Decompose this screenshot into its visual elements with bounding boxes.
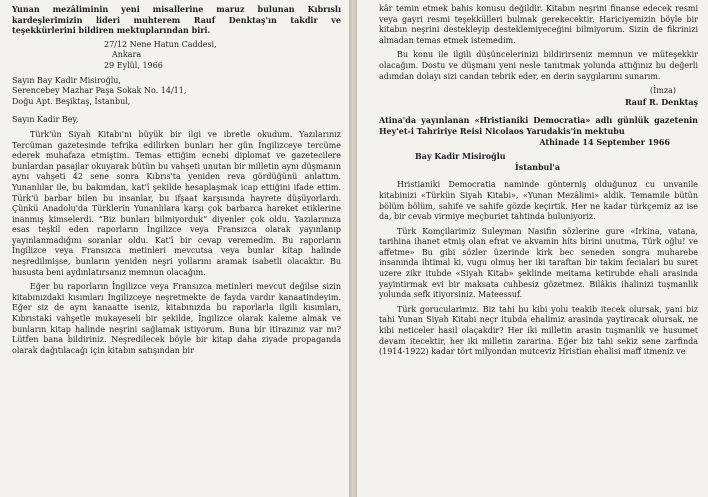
athens-paragraph-3: Türk gorucularimiz. Biz tahi bu kibi yolu teakib itecek olursak, yani biz tahi Yunan Siyah Kitabi neçr itubda ehalimiz arasinda yaytiracak olursak, ne kibi neticeler hasil olaçakdir? Her iki milletin arasin tuşmanlik ve husumet devam itecektir, her iki milletin zararina. Eğer biz tahi sekiz sene zarfinda (1914-1922) kadar tört milyondan mutceviz Hristian ehalisi maff itmeniz ve bbox=[379, 304, 698, 357]
book-gutter bbox=[349, 0, 357, 497]
athens-paragraph-1: Hristianiki Democratia naminde gönterniş olduğunuz cu unvanile kitabinizi «Türkün Siyah Kitabi», «Yunan Mezâlimi» aldik. Temamile bütün bölüm bölüm, sahife ve sahife gözde keçirtik. Her ne kadar türkçemiz az ise da, bir cevab virmiye meçburiet tahtinda buluniyoriz. bbox=[379, 180, 698, 222]
sender-city: Ankara bbox=[112, 50, 142, 60]
right-page bbox=[357, 0, 708, 497]
athens-recipient-city: İstanbul'a bbox=[515, 161, 561, 172]
letter-closing: Bu konu ile ilgili düşüncelerinizi bildirirseniz memnun ve müteşekkir olacağım. Dostu ve düşmanı yeni nesle tanıtmak yolunda attığınız bu değerli adımdan dolayı sizi candan tebrik eder, en derin saygılarımı sunarım. bbox=[379, 50, 698, 81]
letter-header: Yunan mezâliminin yeni misallerine maruz bulunan Kıbrıslı kardeşlerimizin lideri muhterem Rauf Denktaş'ın takdir ve teşekkürlerini bildiren mektuplarından biri. bbox=[12, 4, 341, 36]
recipient-name: Sayın Bay Kadir Misiroğlu, bbox=[12, 75, 121, 85]
signature-name: Rauf R. Denktaş bbox=[624, 96, 698, 107]
letter-paragraph-1: Türk'ün Siyah Kitabı'nı büyük bir ilgi ve ibretle okudum. Yazılarınız Tercüman gazetesinde tefrika edilirken bunları her gün İngilizceye tercüme ederek muhafaza etmiştim. Temas ettiğim ecnebi diplomat ve gazetecilere bunlardan pasajlar okuyarak bütün bu vahşeti unutan bir milletin aynı düşmanın aynı vahşeti 42 sene sonra Kıbrıs'ta yeniden reva gördüğünü anlattım. Yunanlılar ile, bu bakımdan, kat'î şekilde hesaplaşmak icap ettiğini ifade ettim. Türk'ü barbar bilen bu insanlar, bu ifşaat karşısında hayrete düşüyorlardı. Çünkü Anadolu'da Türklerin Yunanlılara karşı çok barbarca hareket etiklerine inanmış kimselerdi. “Biz bunları bilmiyorduk” diyenler çok oldu. Yazılarınıza esas teşkil eden raporların İngilizce veya Fransızca olarak yayınlanıp yayınlanmadığını soranlar oldu. Kat'î bir cevap veremedim. Bu raporların İngilizce veya Fransızca metinleri mevcutsa veya bunlar kitap halinde neşredilmişse, bunların yeniden neşri yollarını aramak isabetli olacaktır. Bu hususta beni aydınlatırsanız memnun olacağım. bbox=[12, 129, 341, 277]
sender-date: 29 Eylül, 1966 bbox=[104, 60, 163, 70]
athens-paragraph-2: Türk Komçilarimiz Suleyman Nasifin sözlerine gure «Irkina, vatana, tarihina ihanet etmiş olan efrat ve akvamin hits birini unutma, Türk oğlu! ve affetme» Bu gibi sözler üzerinde kirk bec seneden songra muharebe insanında ihtimal ki, vugu olmuş her iki taraftan bir takim fecialari bu suret uzere zikr itubde «Siyah Kitab» şeklinde meitama ketirubde ehali arasinda yayintirmak evi bir maksata cuhbesiz gözetmez. Bilâkis ihalinizi tuşmanlik yolunda sefk itiyorsiniz. Mateessuf. bbox=[379, 226, 698, 300]
signature-label: (İmza) bbox=[650, 86, 676, 96]
sender-address bbox=[104, 40, 341, 72]
letter-paragraph-2: Eğer bu raporların İngilizce veya Fransızca metinleri mevcut değilse sizin kitabınızdaki kısımları İngilizceye neşretmekte de fayda vardır kanaatindeyim. Eğer siz de aynı kanaatte iseniz, kitabınızda bu raporlarla ilgili kısımları, Kıbrıstaki vahşetle mukayeseli bir şekilde, İngilizce olarak kaleme almak ve bunların kitap halinde neşrini sağlamak istiyorum. Buna bir itirazınız var mı? Lütfen bana bildiriniz. Neşredilecek böyle bir kitap daha ziyade propaganda olarak dağıtılacağı için kitabın satışından bir bbox=[12, 282, 341, 355]
salutation: Sayın Kadir Bey, bbox=[12, 115, 79, 125]
athens-recipient-name: Bay Kadir Misiroğlu bbox=[415, 151, 506, 162]
sender-street: 27/12 Nene Hatun Caddesi, bbox=[104, 39, 217, 49]
letter-continuation: kâr temin etmek bahis konusu değildir. Kitabın neşrini finanse edecek resmi veya gayri resmi teşekkülleri bulmak gerekecektir. Hariciyemizin böyle bir kitabın neşrini destekleyip desteklemiyeceğini bilmiyorum. Sizin de fikrinizi almadan temas etmek istemedim. bbox=[379, 4, 698, 45]
recipient-street: Serencebey Mazhar Paşa Sokak No. 14/11, bbox=[12, 86, 187, 96]
recipient-district: Doğu Apt. Beşiktaş, İstanbul, bbox=[12, 96, 131, 106]
athens-letter-header: Atina'da yayınlanan «Hristianiki Democratia» adlı günlük gazetenin Hey'et-i Tahririye Reisi Nicolaos Yarudakis'in mektubu bbox=[379, 115, 698, 136]
recipient-address bbox=[12, 76, 341, 108]
left-page bbox=[0, 0, 349, 497]
athens-dateline: Athinade 14 September 1966 bbox=[539, 136, 670, 147]
